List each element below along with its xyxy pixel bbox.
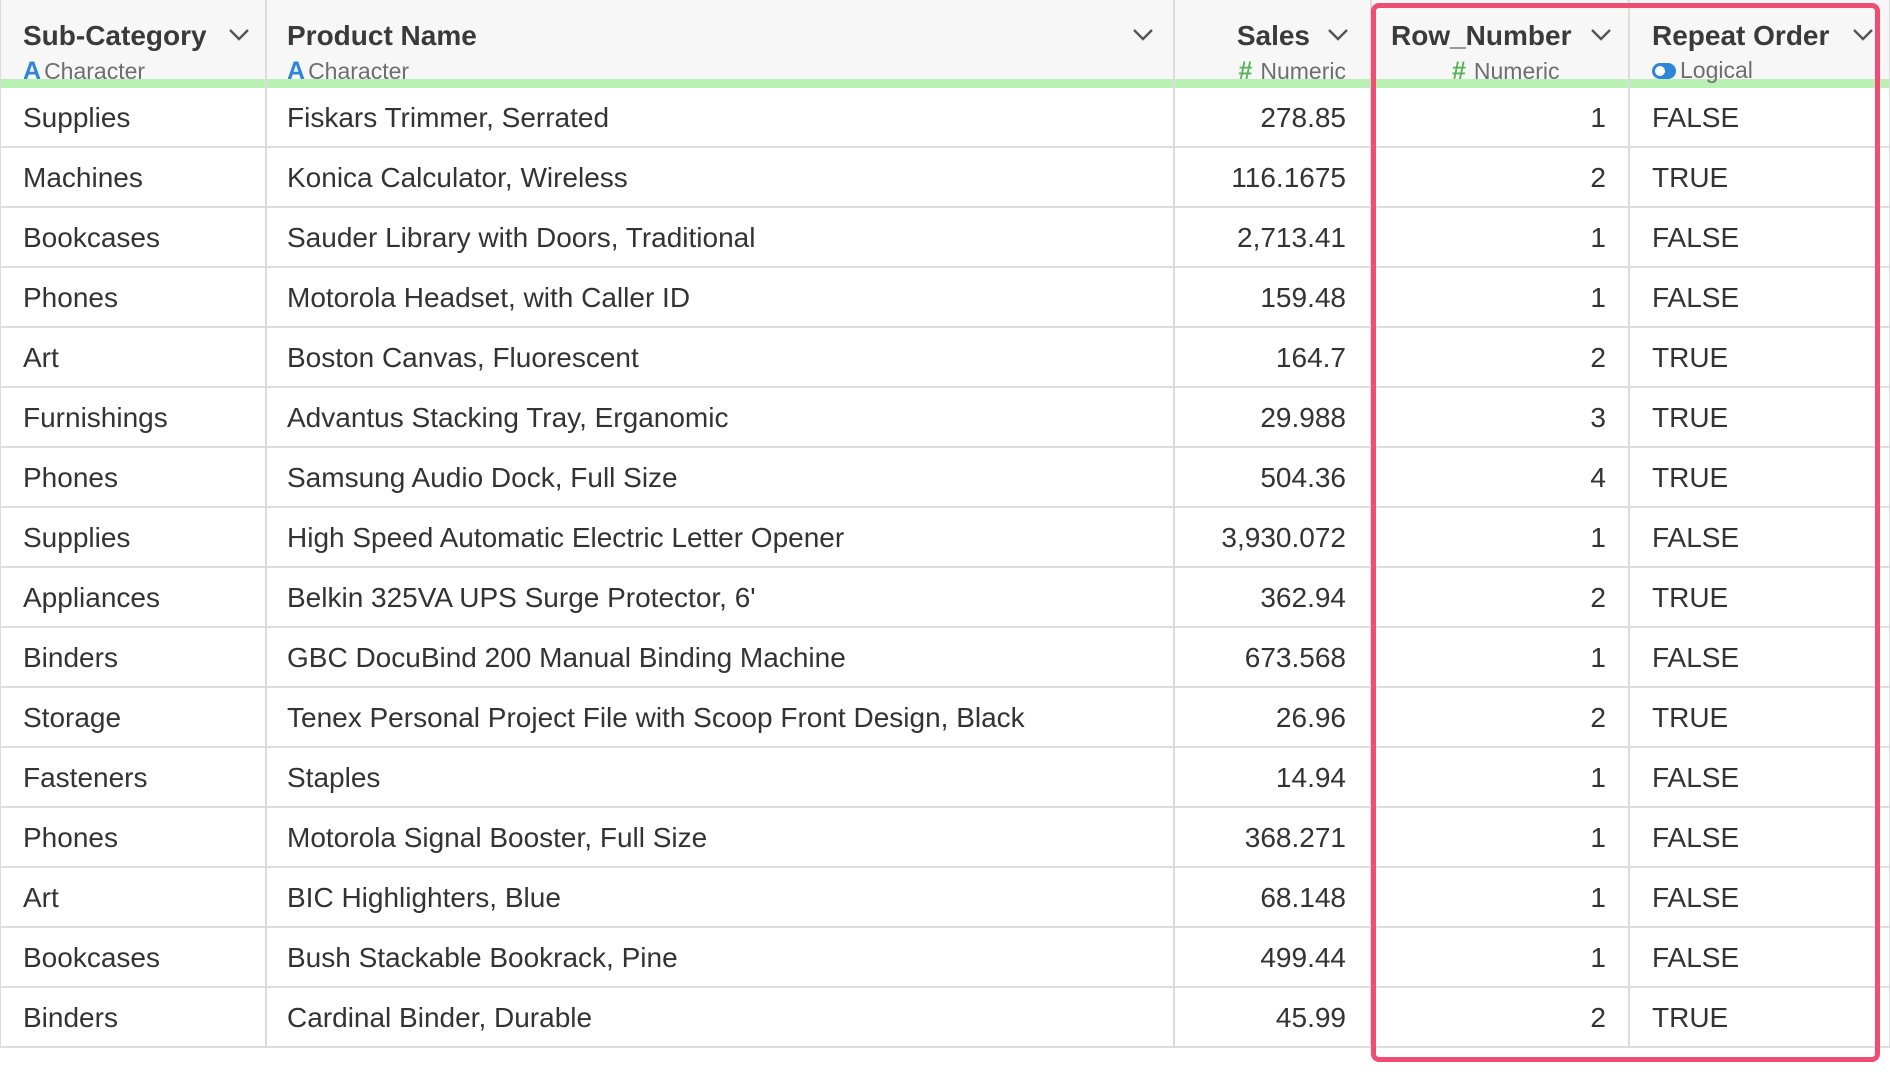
column-name: Row_Number (1391, 20, 1572, 51)
cell-sales[interactable]: 504.36 (1174, 448, 1371, 508)
cell-row-number[interactable]: 4 (1371, 448, 1629, 508)
cell-row-number[interactable]: 2 (1371, 688, 1629, 748)
cell-row-number[interactable]: 1 (1371, 268, 1629, 328)
cell-repeat-order[interactable]: TRUE (1629, 988, 1890, 1048)
chevron-down-icon[interactable] (1327, 26, 1349, 42)
cell-sales[interactable]: 159.48 (1174, 268, 1371, 328)
table-row[interactable] (0, 628, 1890, 688)
cell-product-name[interactable]: Fiskars Trimmer, Serrated (266, 88, 1174, 148)
cell-product-name[interactable]: Bush Stackable Bookrack, Pine (266, 928, 1174, 988)
cell-product-name[interactable]: Belkin 325VA UPS Surge Protector, 6' (266, 568, 1174, 628)
cell-sales[interactable]: 278.85 (1174, 88, 1371, 148)
cell-sales[interactable]: 368.271 (1174, 808, 1371, 868)
column-header-row-number[interactable] (1371, 0, 1629, 88)
cell-sub-category[interactable]: Phones (0, 448, 266, 508)
letter-a-icon: A (23, 57, 42, 85)
table-row[interactable] (0, 988, 1890, 1048)
cell-row-number[interactable]: 2 (1371, 568, 1629, 628)
toggle-icon (1652, 63, 1676, 79)
chevron-down-icon[interactable] (228, 26, 250, 42)
cell-product-name[interactable]: Boston Canvas, Fluorescent (266, 328, 1174, 388)
table-row[interactable] (0, 688, 1890, 748)
table-row[interactable] (0, 388, 1890, 448)
cell-sub-category[interactable]: Bookcases (0, 208, 266, 268)
column-header-repeat-order[interactable] (1629, 0, 1890, 88)
cell-repeat-order[interactable]: FALSE (1629, 748, 1890, 808)
cell-product-name[interactable]: GBC DocuBind 200 Manual Binding Machine (266, 628, 1174, 688)
cell-sales[interactable]: 164.7 (1174, 328, 1371, 388)
cell-sales[interactable]: 362.94 (1174, 568, 1371, 628)
cell-sub-category[interactable]: Supplies (0, 88, 266, 148)
chevron-down-icon[interactable] (1590, 26, 1612, 42)
column-header-bar (0, 0, 1890, 88)
cell-repeat-order[interactable]: TRUE (1629, 388, 1890, 448)
cell-sub-category[interactable]: Fasteners (0, 748, 266, 808)
column-type-label: # Numeric (1452, 57, 1560, 85)
cell-repeat-order[interactable]: FALSE (1629, 808, 1890, 868)
cell-sales[interactable]: 673.568 (1174, 628, 1371, 688)
cell-row-number[interactable]: 1 (1371, 928, 1629, 988)
cell-row-number[interactable]: 1 (1371, 628, 1629, 688)
cell-row-number[interactable]: 2 (1371, 148, 1629, 208)
column-name: Sub-Category (23, 20, 207, 51)
cell-repeat-order[interactable]: TRUE (1629, 448, 1890, 508)
cell-sales[interactable]: 3,930.072 (1174, 508, 1371, 568)
cell-product-name[interactable]: Sauder Library with Doors, Traditional (266, 208, 1174, 268)
cell-repeat-order[interactable]: TRUE (1629, 688, 1890, 748)
column-name: Sales (1236, 20, 1310, 51)
cell-product-name[interactable]: Motorola Headset, with Caller ID (266, 268, 1174, 328)
table-row[interactable] (0, 868, 1890, 928)
chevron-down-icon[interactable] (1852, 26, 1874, 42)
cell-row-number[interactable]: 1 (1371, 748, 1629, 808)
table-row[interactable] (0, 208, 1890, 268)
cell-repeat-order[interactable]: TRUE (1629, 568, 1890, 628)
cell-sub-category[interactable]: Phones (0, 268, 266, 328)
cell-row-number[interactable]: 1 (1371, 808, 1629, 868)
cell-sales[interactable]: 116.1675 (1174, 148, 1371, 208)
cell-sales[interactable]: 29.988 (1174, 388, 1371, 448)
table-row[interactable] (0, 328, 1890, 388)
cell-repeat-order[interactable]: FALSE (1629, 208, 1890, 268)
table-row[interactable] (0, 928, 1890, 988)
cell-repeat-order[interactable]: FALSE (1629, 928, 1890, 988)
hash-icon: # (1452, 57, 1466, 85)
cell-sub-category[interactable]: Supplies (0, 508, 266, 568)
cell-sub-category[interactable]: Binders (0, 628, 266, 688)
cell-product-name[interactable]: Motorola Signal Booster, Full Size (266, 808, 1174, 868)
cell-product-name[interactable]: Staples (266, 748, 1174, 808)
letter-a-icon: A (287, 57, 306, 85)
cell-product-name[interactable]: Cardinal Binder, Durable (266, 988, 1174, 1048)
cell-row-number[interactable]: 1 (1371, 868, 1629, 928)
cell-repeat-order[interactable]: FALSE (1629, 88, 1890, 148)
cell-sales[interactable]: 2,713.41 (1174, 208, 1371, 268)
cell-repeat-order[interactable]: FALSE (1629, 628, 1890, 688)
column-type-label: # Numeric (1238, 57, 1346, 85)
cell-sub-category[interactable]: Binders (0, 988, 266, 1048)
column-name: Product Name (287, 20, 477, 51)
cell-sub-category[interactable]: Art (0, 868, 266, 928)
table-row[interactable] (0, 448, 1890, 508)
cell-row-number[interactable]: 1 (1371, 208, 1629, 268)
cell-sub-category[interactable]: Furnishings (0, 388, 266, 448)
column-name: Repeat Order (1652, 20, 1830, 51)
cell-sub-category[interactable]: Bookcases (0, 928, 266, 988)
cell-row-number[interactable]: 2 (1371, 988, 1629, 1048)
cell-sub-category[interactable]: Storage (0, 688, 266, 748)
table-row[interactable] (0, 88, 1890, 148)
cell-repeat-order[interactable]: TRUE (1629, 328, 1890, 388)
cell-product-name[interactable]: High Speed Automatic Electric Letter Opener (266, 508, 1174, 568)
cell-row-number[interactable]: 3 (1371, 388, 1629, 448)
column-type-label: Logical (1652, 57, 1753, 84)
cell-repeat-order[interactable]: TRUE (1629, 148, 1890, 208)
table-row[interactable] (0, 148, 1890, 208)
table-row[interactable] (0, 268, 1890, 328)
column-header-sales[interactable] (1174, 0, 1371, 88)
hash-icon: # (1238, 57, 1253, 85)
cell-sub-category[interactable]: Phones (0, 808, 266, 868)
table-row[interactable] (0, 748, 1890, 808)
cell-repeat-order[interactable]: FALSE (1629, 508, 1890, 568)
cell-product-name[interactable]: Konica Calculator, Wireless (266, 148, 1174, 208)
cell-sub-category[interactable]: Machines (0, 148, 266, 208)
cell-sales[interactable]: 26.96 (1174, 688, 1371, 748)
cell-repeat-order[interactable]: FALSE (1629, 268, 1890, 328)
cell-product-name[interactable]: Advantus Stacking Tray, Erganomic (266, 388, 1174, 448)
cell-repeat-order[interactable]: FALSE (1629, 868, 1890, 928)
cell-product-name[interactable]: Samsung Audio Dock, Full Size (266, 448, 1174, 508)
cell-product-name[interactable]: Tenex Personal Project File with Scoop Front Design, Black (266, 688, 1174, 748)
cell-sub-category[interactable]: Appliances (0, 568, 266, 628)
cell-product-name[interactable]: BIC Highlighters, Blue (266, 868, 1174, 928)
cell-row-number[interactable]: 2 (1371, 328, 1629, 388)
column-type-label: A Character (287, 57, 410, 85)
cell-sales[interactable]: 68.148 (1174, 868, 1371, 928)
column-type-label: A Character (23, 57, 146, 85)
cell-sales[interactable]: 14.94 (1174, 748, 1371, 808)
table-row[interactable] (0, 508, 1890, 568)
cell-row-number[interactable]: 1 (1371, 508, 1629, 568)
chevron-down-icon[interactable] (1132, 26, 1154, 42)
cell-sales[interactable]: 499.44 (1174, 928, 1371, 988)
cell-row-number[interactable]: 1 (1371, 88, 1629, 148)
column-header-sub-category[interactable] (0, 0, 266, 88)
table-row[interactable] (0, 568, 1890, 628)
column-header-product-name[interactable] (266, 0, 1174, 88)
cell-sales[interactable]: 45.99 (1174, 988, 1371, 1048)
table-row[interactable] (0, 808, 1890, 868)
cell-sub-category[interactable]: Art (0, 328, 266, 388)
